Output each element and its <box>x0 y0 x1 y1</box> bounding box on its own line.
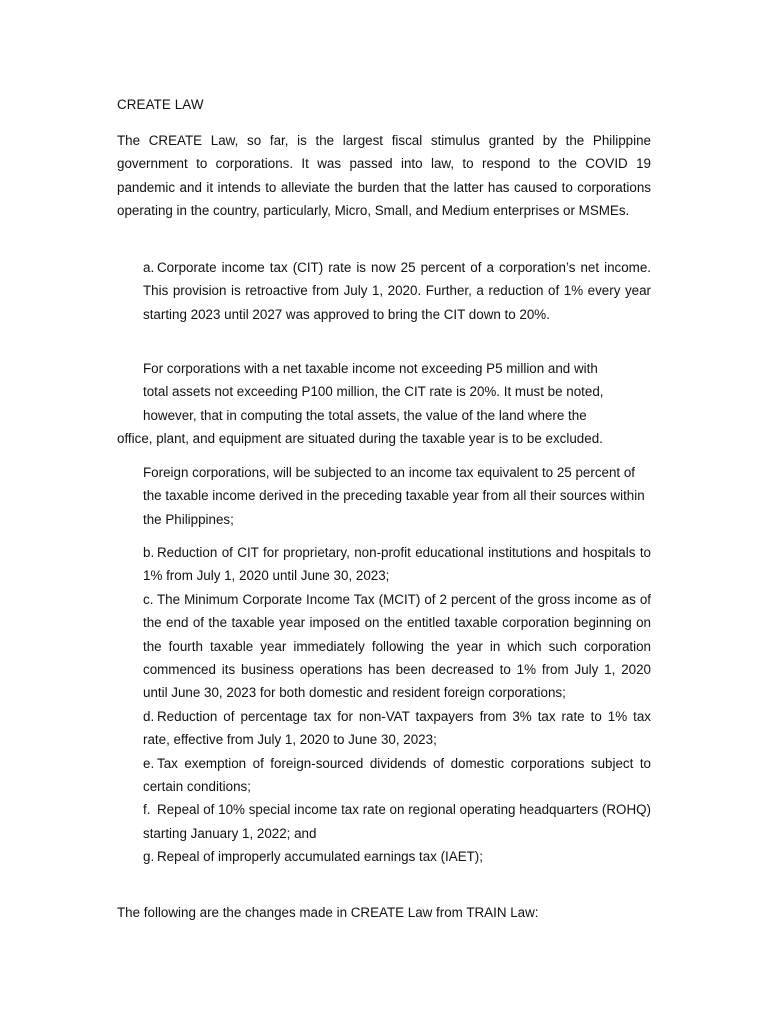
list-marker: g. <box>143 849 155 865</box>
list-item-g <box>143 845 651 868</box>
list-marker: c. <box>143 591 154 607</box>
list-item-text: Reduction of CIT for proprietary, non-profit educational institutions and hospitals to 1% from July 1, 2020 until June 30, 2023; <box>143 545 651 584</box>
list-item-b <box>143 541 651 588</box>
closing-paragraph: The following are the changes made in CREATE Law from TRAIN Law: <box>117 905 539 920</box>
list-item-text: Reduction of percentage tax for non-VAT taxpayers from 3% tax rate to 1% tax rate, effective from July 1, 2020 to June 30, 2023; <box>143 708 651 748</box>
list-item-e <box>143 752 651 799</box>
list-item-text: The Minimum Corporate Income Tax (MCIT) of 2 percent of the gross income as of the end of the taxable year imposed on the entitled taxable corporation beginning on the fourth taxable year immediately following the year in which such corporation commenced its business operations has been decreased to 1% from July 1, 2020 until June 30, 2023 for both domestic and resident foreign corporations; <box>143 591 651 701</box>
list-marker: d. <box>143 708 155 724</box>
list-marker: f. <box>143 802 151 818</box>
list-item-text: Tax exemption of foreign-sourced dividends of domestic corporations subject to certain conditions; <box>143 755 651 795</box>
intro-paragraph: The CREATE Law, so far, is the largest fiscal stimulus granted by the Philippine government to corporations. It was passed into law, to respond to the COVID 19 pandemic and it intends to alleviate the burden that the latter has caused to corporations operating in the country, particularly, Micro, Small, and Medium enterprises or MSMEs. <box>117 133 651 219</box>
paragraph-line: however, that in computing the total assets, the value of the land where the <box>143 407 587 423</box>
list-item-d <box>143 705 651 752</box>
list-item-text: Repeal of improperly accumulated earnings tax (IAET); <box>157 849 483 865</box>
list-item-c <box>143 588 651 705</box>
list-item-a <box>143 256 651 326</box>
list-marker: b. <box>143 545 155 560</box>
cit-small-corporations-paragraph <box>117 357 651 451</box>
provisions-list <box>143 541 651 869</box>
paragraph-line: total assets not exceeding P100 million, the CIT rate is 20%. It must be noted, <box>143 384 604 400</box>
foreign-corporations-paragraph: Foreign corporations, will be subjected to an income tax equivalent to 25 percent of the taxable income derived in the preceding taxable year from all their sources within the Philippines; <box>143 465 645 527</box>
list-item-text: Corporate income tax (CIT) rate is now 25 percent of a corporation’s net income. This provision is retroactive from July 1, 2020. Further, a reduction of 1% every year starting 2023 until 2027 was approved to bring the CIT down to 20%. <box>143 260 651 322</box>
list-item-f <box>143 798 651 845</box>
paragraph-line: For corporations with a net taxable income not exceeding P5 million and with <box>143 361 598 376</box>
list-marker: a. <box>143 260 155 275</box>
list-item-text: Repeal of 10% special income tax rate on regional operating headquarters (ROHQ) starting January 1, 2022; and <box>143 802 651 841</box>
paragraph-line: office, plant, and equipment are situated during the taxable year is to be excluded. <box>117 431 603 447</box>
list-marker: e. <box>143 755 155 771</box>
document-title: CREATE LAW <box>117 97 204 112</box>
